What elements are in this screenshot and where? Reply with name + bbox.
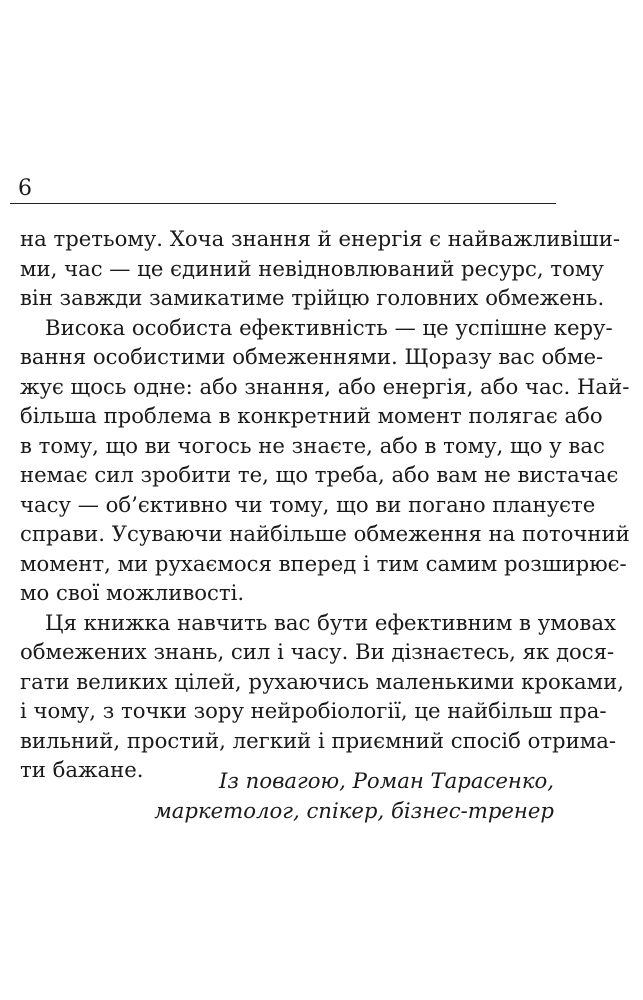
text-line: Висока особиста ефективність — це успішне керу- (45, 314, 613, 340)
text-line: ти бажане. (20, 757, 144, 782)
text-line: мо свої можливості. (20, 580, 245, 605)
signature-line: Із повагою, Роман Тарасенко, (219, 768, 554, 793)
text-line: обмежених знань, сил і часу. Ви дізнаєтесь, як дося- (20, 639, 615, 664)
author-signature (20, 766, 554, 825)
header-rule (10, 203, 556, 204)
text-line: гати великих цілей, рухаючись маленькими кроками, (20, 668, 624, 694)
text-line: немає сил зробити те, що треба, або вам не вистачає (20, 462, 619, 487)
text-line: на третьому. Хоча знання й енергія є найважливіши- (20, 226, 620, 251)
text-line: вильний, простий, легкий і приємний спосіб отрима- (20, 727, 617, 753)
text-line: більша проблема в конкретний момент полягає або (20, 403, 603, 428)
text-line: і чому, з точки зору нейробіології, це найбільш пра- (20, 698, 607, 723)
text-line: ми, час — це єдиний невідновлюваний ресурс, тому (20, 255, 604, 281)
signature-line: маркетолог, спікер, бізнес-тренер (154, 797, 554, 823)
text-line: в тому, що ви чогось не знаєте, або в тому, що у вас (20, 432, 605, 458)
text-line: момент, ми рухаємося вперед і тим самим розширює- (20, 550, 627, 576)
text-line: Ця книжка навчить вас бути ефективним в умовах (45, 609, 616, 635)
page-number: 6 (18, 176, 32, 201)
text-line: він завжди замикатиме трійцю головних обмежень. (20, 285, 605, 310)
body-text (20, 224, 630, 785)
text-line: вання особистими обмеженнями. Щоразу вас обме- (20, 344, 604, 369)
text-line: справи. Усуваючи найбільше обмеження на поточний (20, 521, 630, 546)
text-line: часу — об’єктивно чи тому, що ви погано плануєте (20, 491, 596, 517)
text-line: жує щось одне: або знання, або енергія, або час. Най- (20, 373, 630, 399)
